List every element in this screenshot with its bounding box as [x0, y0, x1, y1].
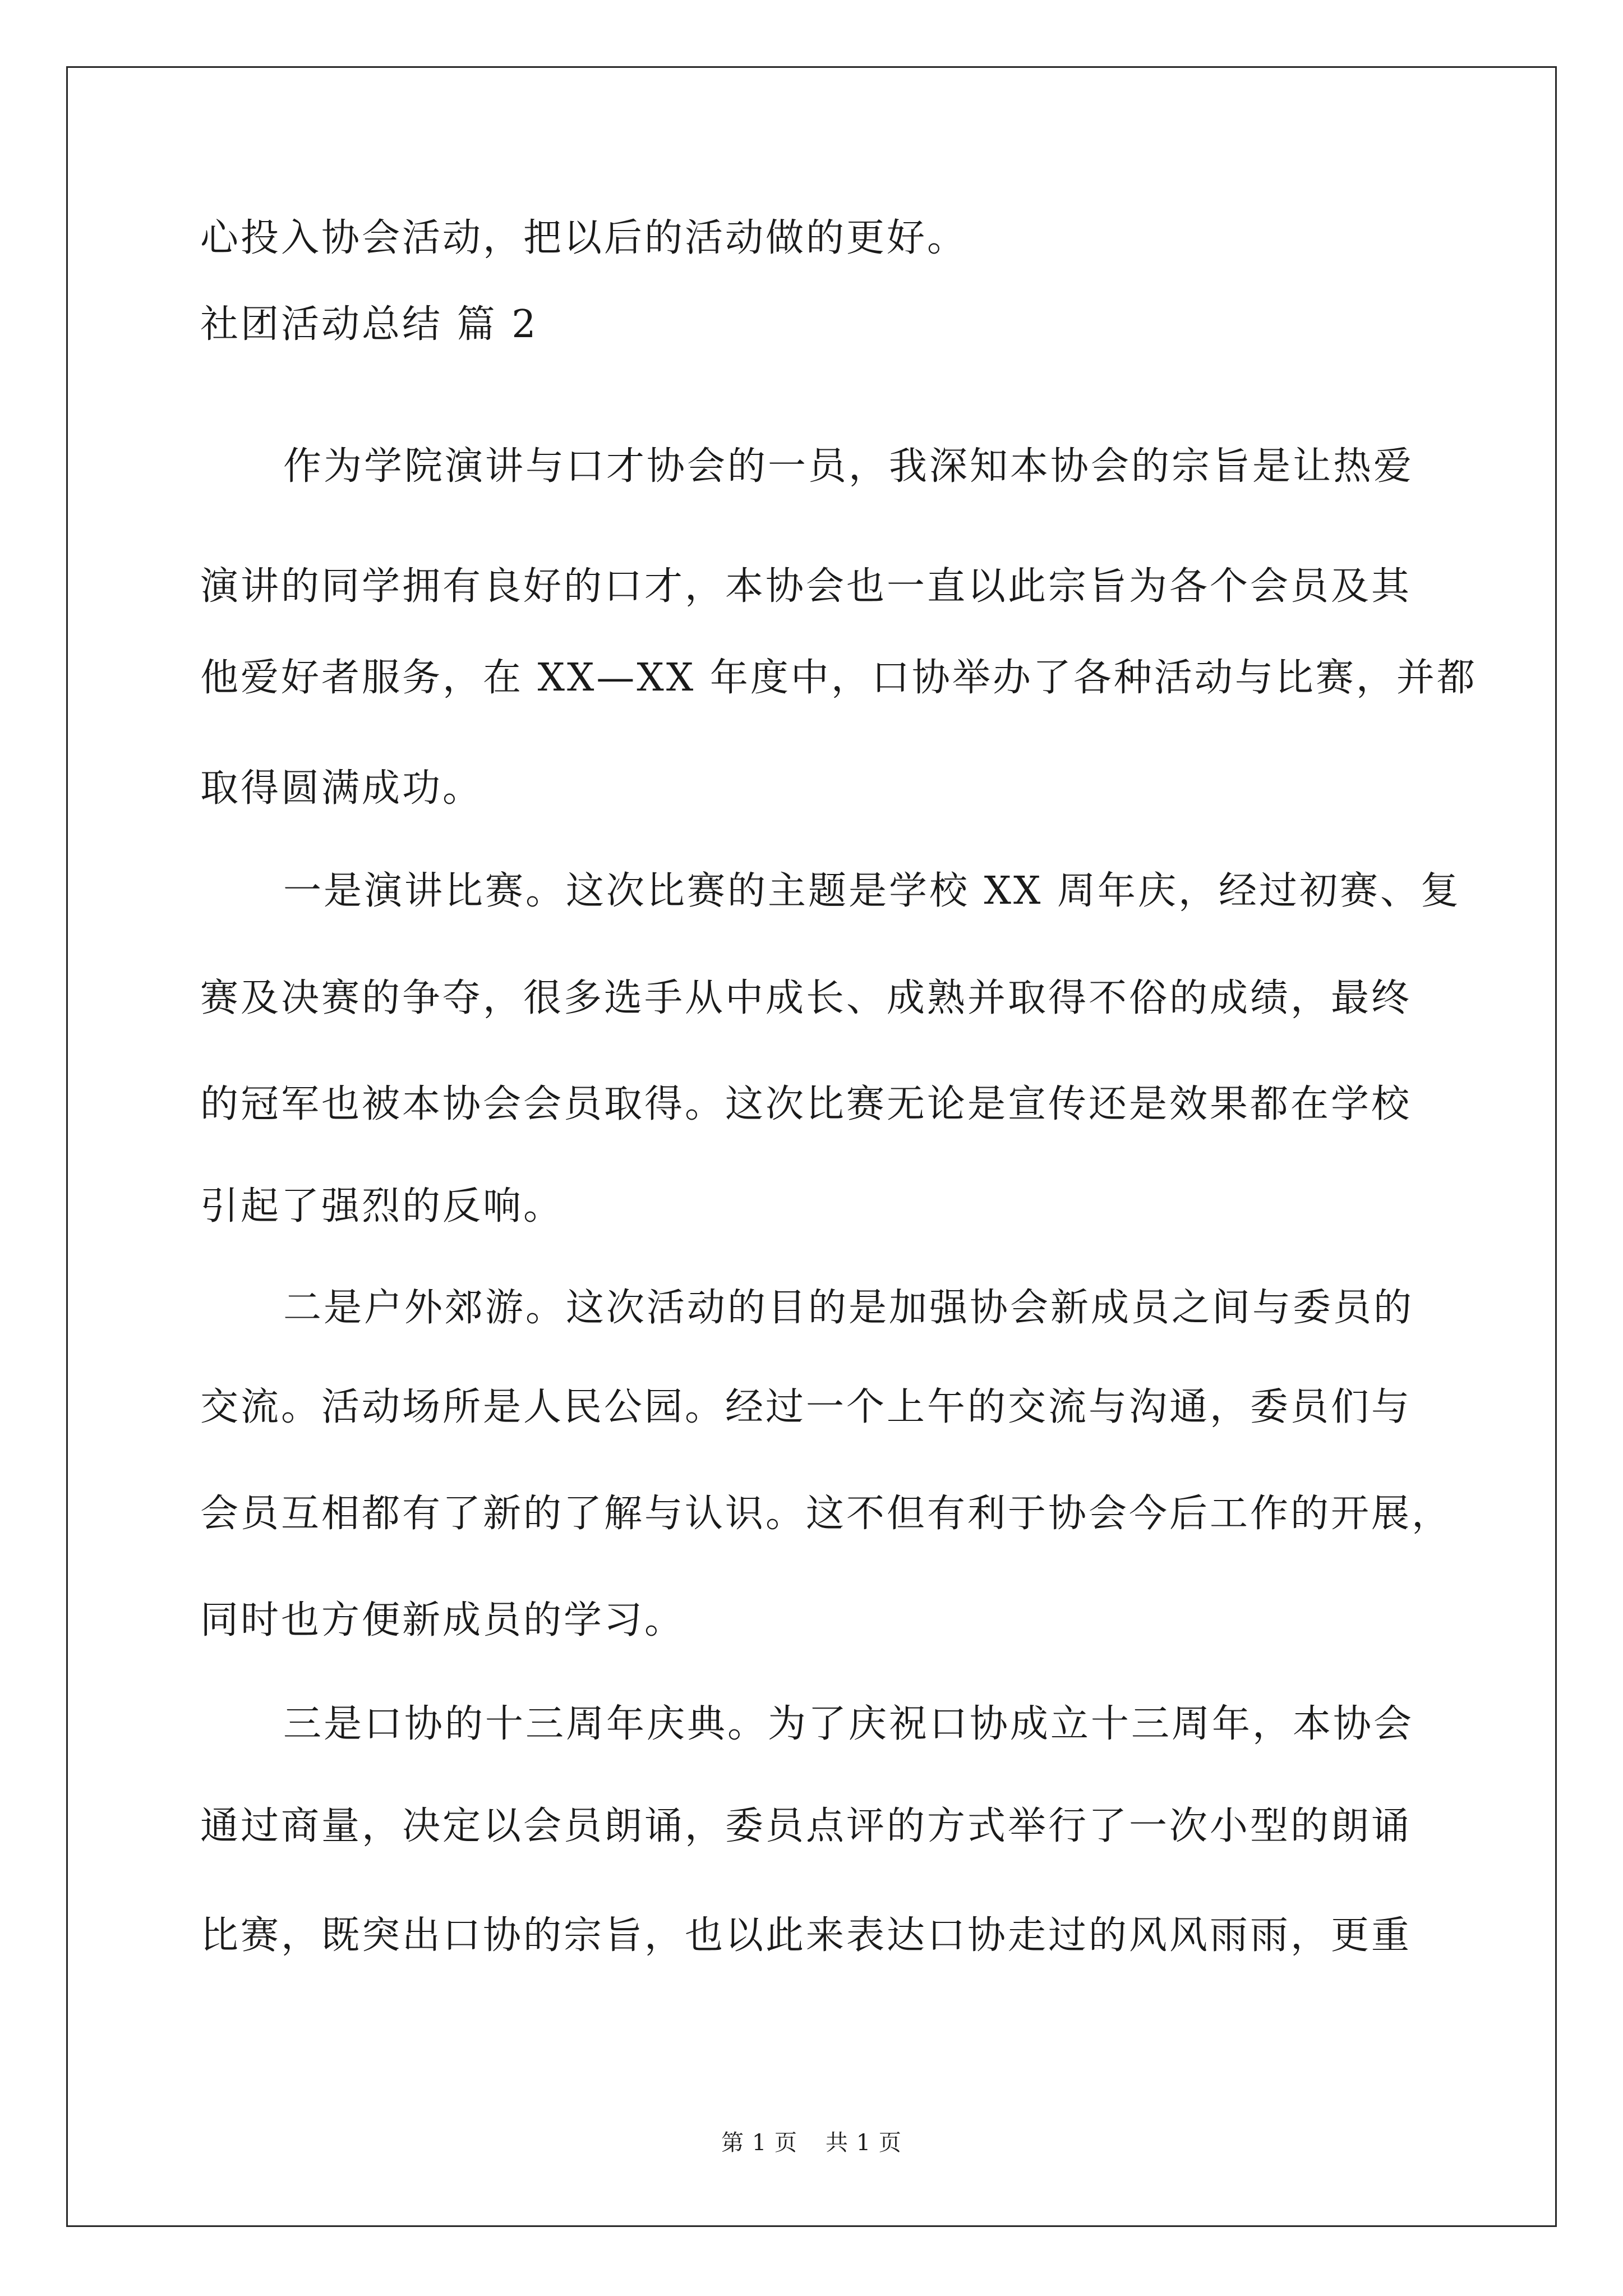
paragraph-line: 他爱好者服务，在 XX—XX 年度中，口协举办了各种活动与比赛，并都 [200, 656, 1477, 700]
paragraph-line: 三是口协的十三周年庆典。为了庆祝口协成立十三周年，本协会 [283, 1702, 1414, 1746]
paragraph-line: 演讲的同学拥有良好的口才，本协会也一直以此宗旨为各个会员及其 [200, 564, 1412, 609]
page-number: 第 1 页 [721, 2130, 797, 2156]
paragraph-line: 一是演讲比赛。这次比赛的主题是学校 XX 周年庆，经过初赛、复 [283, 869, 1461, 913]
paragraph-line: 交流。活动场所是人民公园。经过一个上午的交流与沟通，委员们与 [200, 1385, 1412, 1429]
paragraph-line: 二是户外郊游。这次活动的目的是加强协会新成员之间与委员的 [283, 1286, 1414, 1330]
paragraph-line: 的冠军也被本协会会员取得。这次比赛无论是宣传还是效果都在学校 [200, 1082, 1412, 1126]
paragraph-line: 引起了强烈的反响。 [200, 1184, 564, 1228]
paragraph-line: 赛及决赛的争夺，很多选手从中成长、成熟并取得不俗的成绩，最终 [200, 976, 1412, 1020]
paragraph-line: 同时也方便新成员的学习。 [200, 1598, 685, 1642]
page-border [66, 66, 1557, 2227]
paragraph-line: 作为学院演讲与口才协会的一员，我深知本协会的宗旨是让热爱 [283, 444, 1414, 489]
paragraph-line: 取得圆满成功。 [200, 766, 483, 811]
section-heading: 社团活动总结 篇 2 [200, 302, 538, 347]
paragraph-line: 比赛，既突出口协的宗旨，也以此来表达口协走过的风风雨雨，更重 [200, 1913, 1412, 1958]
page-total: 共 1 页 [826, 2130, 902, 2156]
page-footer [0, 2129, 1623, 2157]
text-line: 心投入协会活动，把以后的活动做的更好。 [200, 216, 968, 260]
paragraph-line: 会员互相都有了新的了解与认识。这不但有利于协会今后工作的开展， [200, 1492, 1453, 1536]
paragraph-line: 通过商量，决定以会员朗诵，委员点评的方式举行了一次小型的朗诵 [200, 1804, 1412, 1848]
